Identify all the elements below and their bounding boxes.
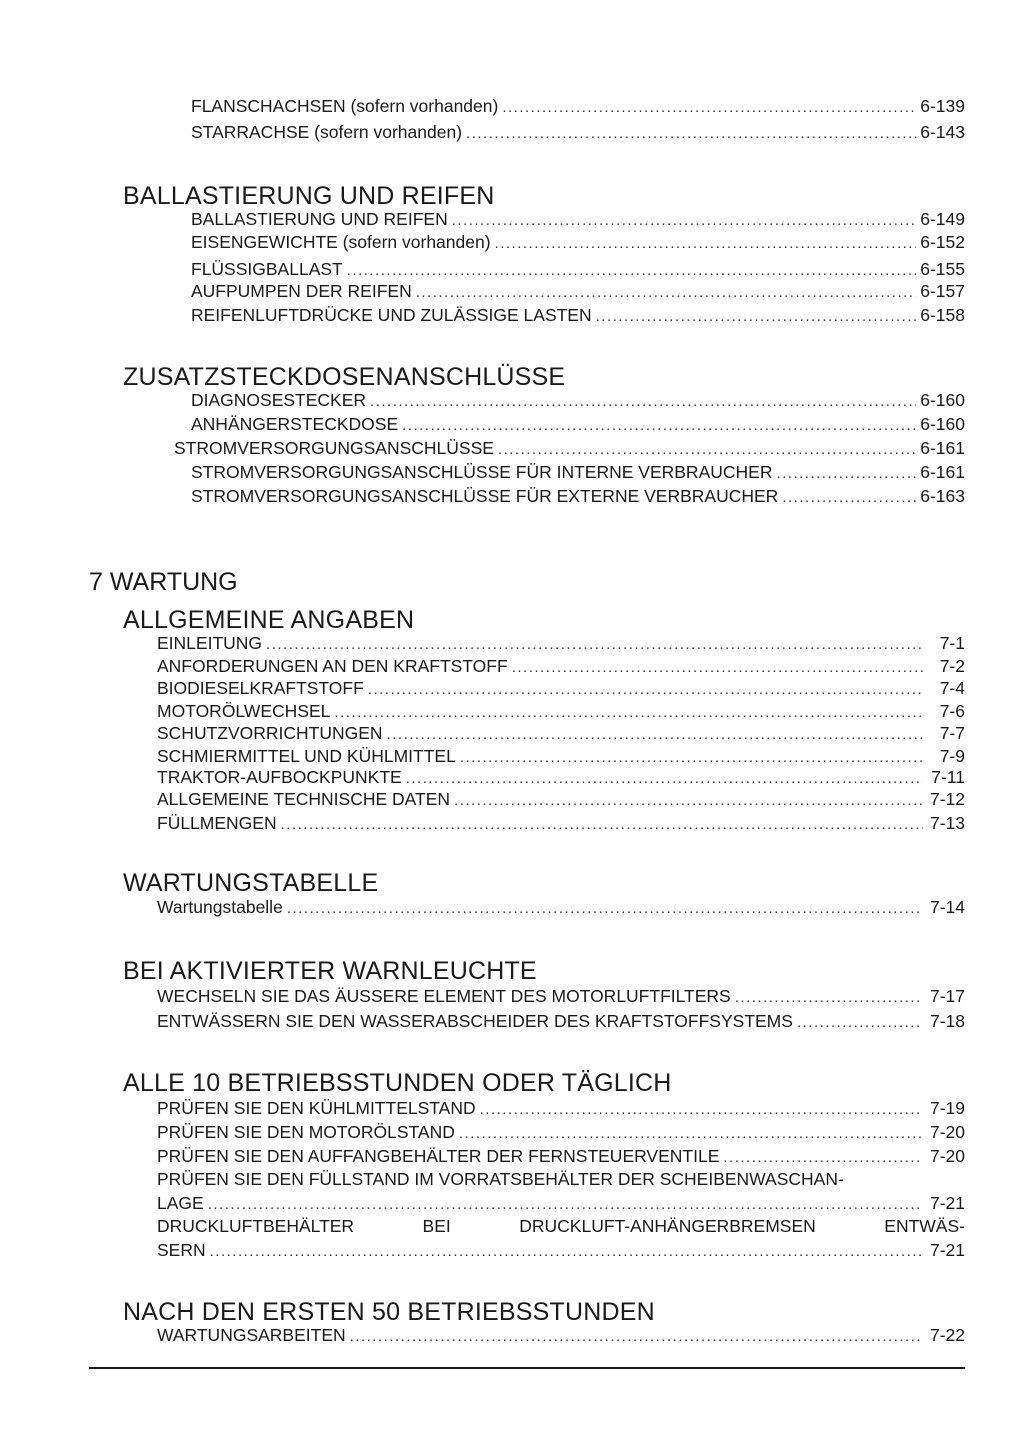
dot-leader <box>208 1194 923 1215</box>
section-heading: NACH DEN ERSTEN 50 BETRIEBSSTUNDEN <box>123 1298 655 1326</box>
toc-entry[interactable] <box>157 1325 965 1347</box>
toc-entry[interactable] <box>157 746 965 768</box>
toc-entry[interactable] <box>157 633 965 655</box>
dot-leader <box>266 634 923 655</box>
entry-title: REIFENLUFTDRÜCKE UND ZULÄSSIGE LASTEN <box>191 305 592 325</box>
footer-rule <box>89 1367 965 1369</box>
entry-title: PRÜFEN SIE DEN MOTORÖLSTAND <box>157 1122 455 1142</box>
entry-title: BALLASTIERUNG UND REIFEN <box>191 209 448 229</box>
dot-leader <box>416 282 917 303</box>
dot-leader <box>370 391 916 412</box>
entry-page: 7-20 <box>929 1122 965 1142</box>
entry-page: 6-155 <box>920 259 965 279</box>
entry-page: 6-157 <box>920 281 965 301</box>
toc-entry[interactable] <box>157 656 965 678</box>
entry-title: Wartungstabelle <box>157 897 283 917</box>
dot-leader <box>782 487 916 508</box>
dot-leader <box>480 1099 923 1120</box>
dot-leader <box>454 790 923 811</box>
toc-entry[interactable] <box>157 813 965 835</box>
dot-leader <box>287 898 923 919</box>
entry-title: STROMVERSORGUNGSANSCHLÜSSE FÜR INTERNE VERBRAUCHER <box>191 462 773 482</box>
dot-leader <box>347 260 917 281</box>
dot-leader <box>466 123 916 144</box>
toc-entry[interactable] <box>191 259 965 281</box>
entry-title: BIODIESELKRAFTSTOFF <box>157 678 364 698</box>
entry-page: 7-22 <box>929 1325 965 1345</box>
section-heading: ZUSATZSTECKDOSENANSCHLÜSSE <box>123 363 566 391</box>
entry-title: AUFPUMPEN DER REIFEN <box>191 281 412 301</box>
toc-entry[interactable] <box>157 701 965 723</box>
entry-page: 7-9 <box>939 746 965 766</box>
entry-title: DIAGNOSESTECKER <box>191 390 367 410</box>
toc-entry[interactable] <box>191 122 965 144</box>
toc-entry[interactable] <box>157 1193 965 1215</box>
toc-entry[interactable] <box>157 678 965 700</box>
entry-title: SERN <box>157 1240 206 1260</box>
dot-leader <box>460 747 923 768</box>
toc-entry[interactable] <box>191 232 965 254</box>
dot-leader <box>210 1241 923 1262</box>
toc-entry[interactable] <box>191 209 965 231</box>
entry-title: FLANSCHACHSEN (sofern vorhanden) <box>191 96 499 116</box>
entry-page: 7-2 <box>939 656 965 676</box>
entry-title: PRÜFEN SIE DEN KÜHLMITTELSTAND <box>157 1098 476 1118</box>
toc-entry[interactable] <box>191 96 965 118</box>
entry-title: MOTORÖLWECHSEL <box>157 701 331 721</box>
entry-page: 6-163 <box>920 486 965 506</box>
dot-leader <box>723 1147 923 1168</box>
dot-leader <box>406 768 923 789</box>
entry-title: EINLEITUNG <box>157 633 263 653</box>
entry-page: 7-7 <box>939 723 965 743</box>
entry-title: STROMVERSORGUNGSANSCHLÜSSE <box>174 438 494 458</box>
toc-entry[interactable] <box>191 462 965 484</box>
entry-title: PRÜFEN SIE DEN FÜLLSTAND IM VORRATSBEHÄLTER DER SCHEIBENWASCHAN- <box>157 1169 844 1189</box>
dot-leader <box>402 415 916 436</box>
chapter-heading: 7 WARTUNG <box>89 568 238 596</box>
entry-page: 7-13 <box>929 813 965 833</box>
entry-title: STROMVERSORGUNGSANSCHLÜSSE FÜR EXTERNE VERBRAUCHER <box>191 486 779 506</box>
entry-page: 7-4 <box>939 678 965 698</box>
entry-title: TRAKTOR-AUFBOCKPUNKTE <box>157 767 402 787</box>
section-heading: BALLASTIERUNG UND REIFEN <box>123 182 495 210</box>
toc-entry[interactable] <box>174 438 965 460</box>
dot-leader <box>797 1012 923 1033</box>
entry-page: 7-20 <box>929 1146 965 1166</box>
entry-page: 6-152 <box>920 232 965 252</box>
entry-page: 6-158 <box>920 305 965 325</box>
entry-page: 6-143 <box>920 122 965 142</box>
entry-title: LAGE <box>157 1193 204 1213</box>
entry-title: ANFORDERUNGEN AN DEN KRAFTSTOFF <box>157 656 508 676</box>
entry-title: PRÜFEN SIE DEN AUFFANGBEHÄLTER DER FERNSTEUERVENTILE <box>157 1146 720 1166</box>
entry-title: SCHUTZVORRICHTUNGEN <box>157 723 383 743</box>
entry-page: 7-11 <box>931 767 965 787</box>
entry-page: 7-21 <box>929 1240 965 1260</box>
entry-title: WARTUNGSARBEITEN <box>157 1325 346 1345</box>
toc-entry[interactable] <box>157 789 965 811</box>
toc-entry[interactable] <box>157 1240 965 1262</box>
entry-word: ENTWÄS- <box>884 1216 965 1236</box>
entry-page: 6-160 <box>920 414 965 434</box>
toc-entry[interactable] <box>157 723 965 745</box>
toc-entry-wrapped-line[interactable] <box>157 1169 965 1190</box>
toc-entry[interactable] <box>157 986 965 1008</box>
entry-page: 7-12 <box>929 789 965 809</box>
toc-entry[interactable] <box>157 1146 965 1168</box>
dot-leader <box>452 210 917 231</box>
section-heading: ALLE 10 BETRIEBSSTUNDEN ODER TÄGLICH <box>123 1069 672 1097</box>
entry-word: BEI <box>422 1216 451 1236</box>
entry-page: 7-19 <box>929 1098 965 1118</box>
entry-title: STARRACHSE (sofern vorhanden) <box>191 122 463 142</box>
dot-leader <box>512 657 923 678</box>
section-heading: ALLGEMEINE ANGABEN <box>123 606 415 634</box>
entry-word: DRUCKLUFT-ANHÄNGERBREMSEN <box>519 1216 816 1236</box>
entry-page: 7-6 <box>939 701 965 721</box>
entry-page: 7-1 <box>939 633 965 653</box>
entry-title: SCHMIERMITTEL UND KÜHLMITTEL <box>157 746 456 766</box>
dot-leader <box>495 233 917 254</box>
dot-leader <box>350 1326 923 1347</box>
entry-page: 6-139 <box>920 96 965 116</box>
entry-page: 7-17 <box>929 986 965 1006</box>
entry-title: FLÜSSIGBALLAST <box>191 259 343 279</box>
toc-entry[interactable] <box>157 767 965 789</box>
entry-title: ALLGEMEINE TECHNISCHE DATEN <box>157 789 451 809</box>
entry-title: FÜLLMENGEN <box>157 813 277 833</box>
dot-leader <box>596 306 917 327</box>
dot-leader <box>368 679 923 700</box>
entry-title: ENTWÄSSERN SIE DEN WASSERABSCHEIDER DES KRAFTSTOFFSYSTEMS <box>157 1011 793 1031</box>
entry-page: 6-161 <box>920 462 965 482</box>
dot-leader <box>281 814 923 835</box>
toc-entry[interactable] <box>157 897 965 919</box>
entry-page: 7-21 <box>929 1193 965 1213</box>
entry-page: 6-160 <box>920 390 965 410</box>
section-heading: WARTUNGSTABELLE <box>123 869 379 897</box>
toc-entry[interactable] <box>191 281 965 303</box>
toc-entry[interactable] <box>191 305 965 327</box>
section-heading: BEI AKTIVIERTER WARNLEUCHTE <box>123 957 537 985</box>
entry-title: WECHSELN SIE DAS ÄUSSERE ELEMENT DES MOTORLUFTFILTERS <box>157 986 731 1006</box>
dot-leader <box>334 702 923 723</box>
entry-word: DRUCKLUFTBEHÄLTER <box>157 1216 355 1236</box>
entry-page: 7-18 <box>929 1011 965 1031</box>
toc-entry[interactable] <box>191 390 965 412</box>
toc-entry[interactable] <box>191 486 965 508</box>
toc-entry[interactable] <box>191 414 965 436</box>
entry-page: 7-14 <box>929 897 965 917</box>
toc-entry[interactable] <box>157 1122 965 1144</box>
dot-leader <box>387 724 923 745</box>
dot-leader <box>498 439 916 460</box>
toc-entry[interactable] <box>157 1011 965 1033</box>
entry-page: 6-161 <box>920 438 965 458</box>
entry-page: 6-149 <box>920 209 965 229</box>
dot-leader <box>735 987 923 1008</box>
toc-entry[interactable] <box>157 1098 965 1120</box>
dot-leader <box>502 97 916 118</box>
dot-leader <box>776 463 916 484</box>
entry-title: ANHÄNGERSTECKDOSE <box>191 414 399 434</box>
toc-entry-wrapped-line[interactable] <box>157 1216 965 1237</box>
entry-title: EISENGEWICHTE (sofern vorhanden) <box>191 232 491 252</box>
dot-leader <box>459 1123 923 1144</box>
